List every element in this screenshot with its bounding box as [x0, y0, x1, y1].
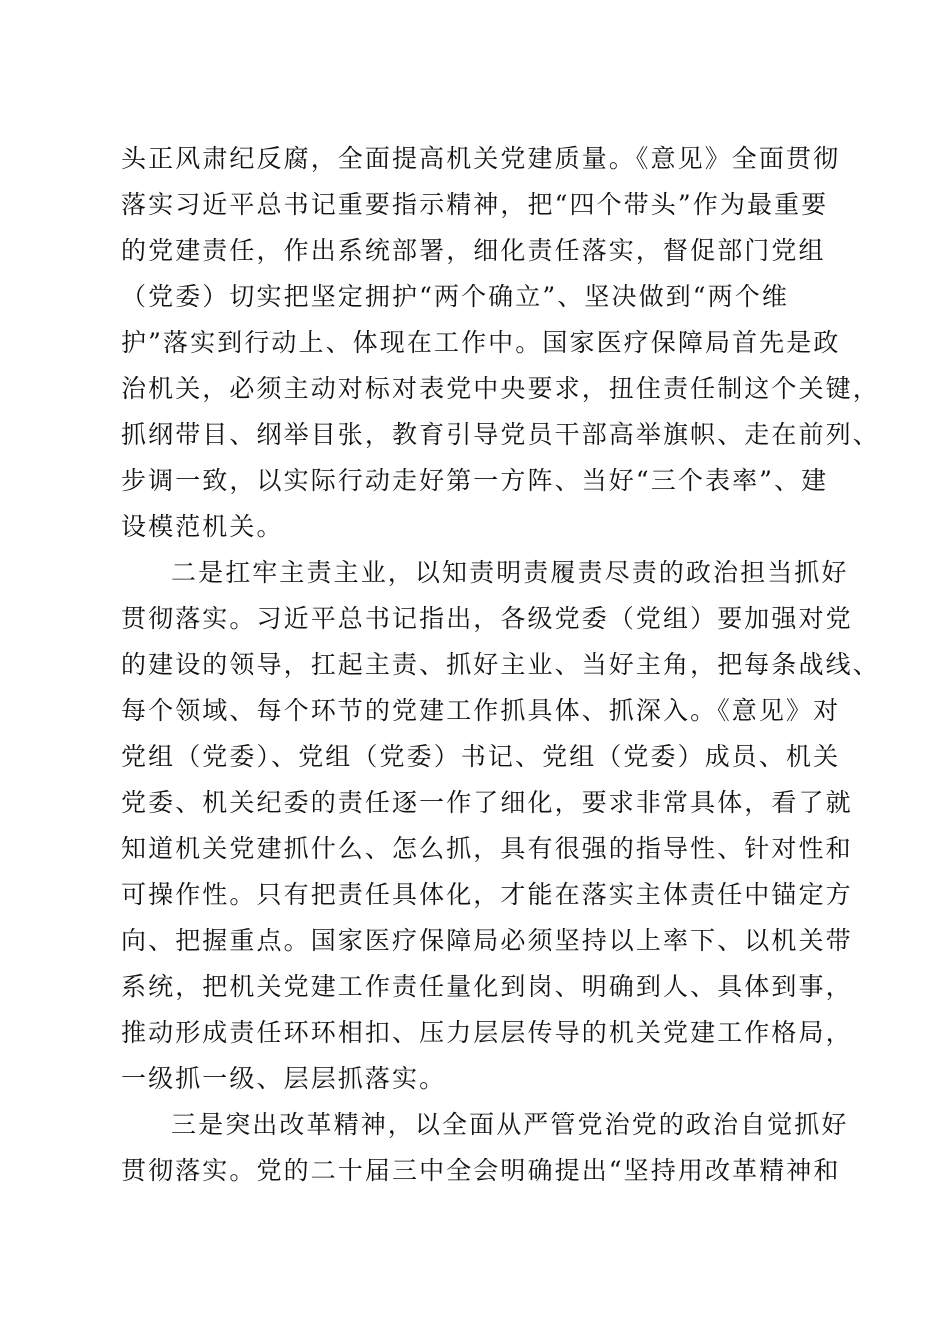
text-line: 设模范机关。	[121, 512, 284, 541]
text-line: 抓纲带目、纲举目张，教育引导党员干部高举旗帜、走在前列、	[121, 420, 880, 449]
text-line: 贯彻落实。党的二十届三中全会明确提出“坚持用改革精神和	[121, 1156, 841, 1185]
text-line: 党委、机关纪委的责任逐一作了细化，要求非常具体，看了就	[121, 788, 853, 817]
paragraph-start-line: 二是扛牢主责主业，以知责明责履责尽责的政治担当抓好	[171, 558, 849, 587]
text-line: 系统，把机关党建工作责任量化到岗、明确到人、具体到事，	[121, 972, 853, 1001]
text-line: 一级抓一级、层层抓落实。	[121, 1064, 447, 1093]
text-line: 贯彻落实。习近平总书记指出，各级党委（党组）要加强对党	[121, 604, 853, 633]
text-line: 每个领域、每个环节的党建工作抓具体、抓深入。《意见》对	[121, 696, 841, 725]
text-line: 头正风肃纪反腐，全面提高机关党建质量。《意见》全面贯彻	[121, 144, 841, 173]
text-line: 落实习近平总书记重要指示精神，把“四个带头”作为最重要	[121, 190, 829, 219]
text-line: 步调一致，以实际行动走好第一方阵、当好“三个表率”、建	[121, 466, 829, 495]
text-line: （党委）切实把坚定拥护“两个确立”、坚决做到“两个维	[121, 282, 789, 311]
text-line: 党组（党委）、党组（党委）书记、党组（党委）成员、机关	[121, 742, 841, 771]
text-line: 可操作性。只有把责任具体化，才能在落实主体责任中锚定方	[121, 880, 853, 909]
paragraph-start-line: 三是突出改革精神，以全面从严管党治党的政治自觉抓好	[171, 1110, 849, 1139]
text-line: 知道机关党建抓什么、怎么抓，具有很强的指导性、针对性和	[121, 834, 853, 863]
text-line: 治机关，必须主动对标对表党中央要求，扭住责任制这个关键，	[121, 374, 880, 403]
text-line: 护”落实到行动上、体现在工作中。国家医疗保障局首先是政	[121, 328, 841, 357]
text-line: 向、把握重点。国家医疗保障局必须坚持以上率下、以机关带	[121, 926, 853, 955]
text-line: 的党建责任，作出系统部署，细化责任落实，督促部门党组	[121, 236, 826, 265]
text-line: 的建设的领导，扛起主责、抓好主业、当好主角，把每条战线、	[121, 650, 880, 679]
body-text	[121, 136, 880, 1194]
text-line: 推动形成责任环环相扣、压力层层传导的机关党建工作格局，	[121, 1018, 853, 1047]
